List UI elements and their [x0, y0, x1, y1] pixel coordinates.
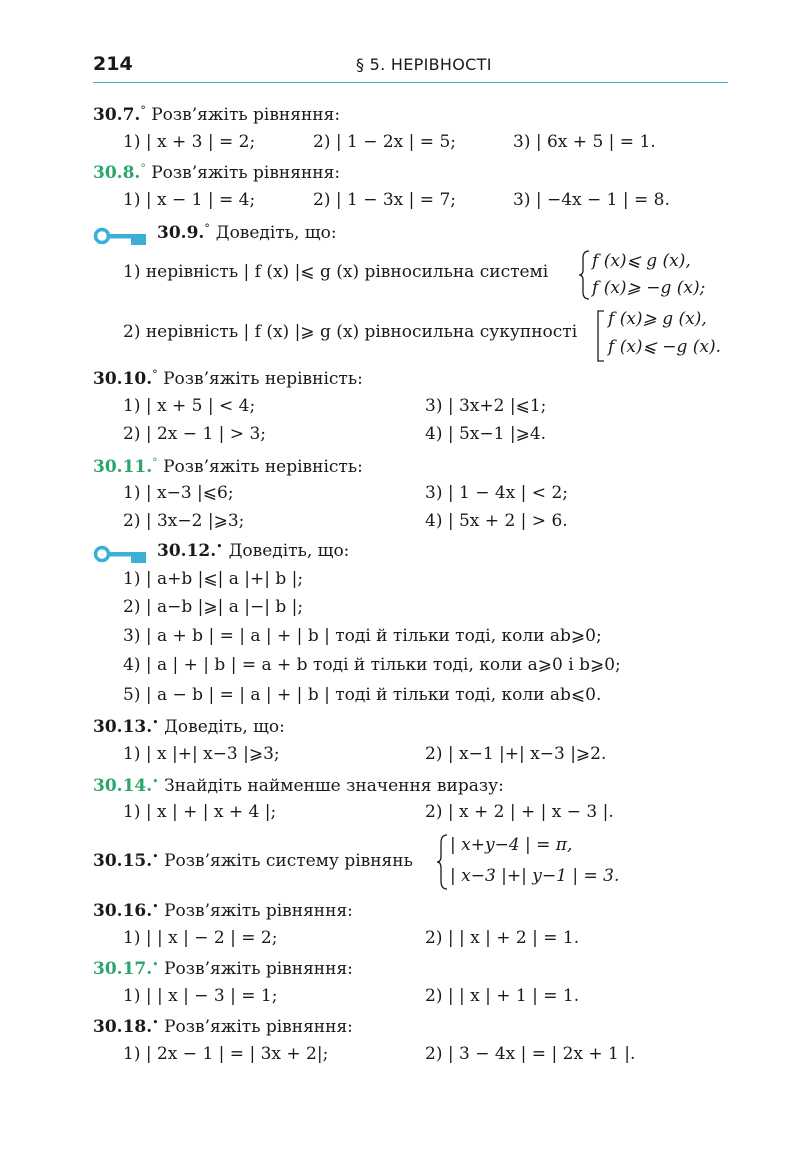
problem-30-14-heading: 30.14.• Знайдіть найменше значення виразу: — [93, 775, 504, 796]
system-line: | x+y−4 | = π, — [450, 835, 573, 855]
system-line: f (x)⩾ −g (x); — [592, 278, 706, 298]
system-brace — [578, 250, 592, 300]
problem-number: 30.11. — [93, 457, 153, 477]
list-item: 2) | 1 − 2x | = 5; — [313, 132, 456, 152]
list-item: 4) | 5x−1 |⩾4. — [425, 424, 547, 444]
list-item: 1) | x | + | x + 4 |; — [123, 802, 277, 822]
page-number: 214 — [93, 53, 133, 75]
problem-30-17-items — [123, 986, 579, 1006]
list-item: 2) | a−b |⩾| a |−| b |; — [123, 597, 304, 617]
list-item: 1) | x + 5 | < 4; — [123, 396, 256, 416]
problem-30-10-heading: 30.10.° Розв’яжіть нерівність: — [93, 368, 363, 389]
problem-30-8-heading: 30.8.° Розв’яжіть рівняння: — [93, 162, 341, 183]
list-item: 4) | a | + | b | = a + b тоді й тільки тоді, коли a⩾0 і b⩾0; — [123, 655, 621, 675]
list-item: 1) | | x | − 3 | = 1; — [123, 986, 278, 1006]
problem-text: Розв’яжіть рівняння: — [151, 163, 341, 183]
problem-text: Розв’яжіть рівняння: — [164, 1017, 353, 1037]
problem-number: 30.18. — [93, 1017, 153, 1037]
list-item: 3) | −4x − 1 | = 8. — [513, 190, 670, 210]
section-title: § 5. НЕРІВНОСТІ — [356, 55, 492, 74]
system-line: | x−3 |+| y−1 | = 3. — [450, 866, 620, 886]
list-item: 2) | x + 2 | + | x − 3 |. — [425, 802, 614, 822]
list-item: 3) | 3x+2 |⩽1; — [425, 396, 547, 416]
list-item: 2) | | x | + 2 | = 1. — [425, 928, 580, 948]
problem-30-9-heading: 30.9.° Доведіть, що: — [93, 222, 593, 246]
list-item: 1) | x + 3 | = 2; — [123, 132, 256, 152]
list-item: 4) | 5x + 2 | > 6. — [425, 511, 568, 531]
list-item: 2) | | x | + 1 | = 1. — [425, 986, 580, 1006]
system-brace — [436, 834, 450, 890]
problem-number: 30.17. — [93, 959, 153, 979]
problem-text: Розв’яжіть рівняння: — [164, 901, 353, 921]
list-item: 1) | x − 1 | = 4; — [123, 190, 256, 210]
problem-30-9-item-1: 1) нерівність | f (x) |⩽ g (x) рівносильна системі — [123, 262, 549, 282]
problem-30-7-heading: 30.7.° Розв’яжіть рівняння: — [93, 104, 341, 125]
list-item: 1) | a+b |⩽| a |+| b |; — [123, 569, 304, 589]
problem-text: Розв’яжіть систему рівнянь — [164, 851, 413, 871]
problem-30-9-item-2: 2) нерівність | f (x) |⩾ g (x) рівносильна сукупності — [123, 322, 578, 342]
problem-30-12-heading: 30.12.• Доведіть, що: — [93, 540, 593, 564]
problem-text: Розв’яжіть нерівність: — [163, 369, 363, 389]
key-icon — [93, 545, 149, 563]
problem-30-17-heading: 30.17.• Розв’яжіть рівняння: — [93, 958, 353, 979]
problem-30-16-heading: 30.16.• Розв’яжіть рівняння: — [93, 900, 353, 921]
problem-text: Розв’яжіть рівняння: — [151, 105, 341, 125]
problem-text: Доведіть, що: — [228, 541, 350, 561]
list-item: 1) | x−3 |⩽6; — [123, 483, 234, 503]
key-icon — [93, 227, 149, 245]
list-item: 1) | | x | − 2 | = 2; — [123, 928, 278, 948]
problem-30-13-items — [123, 744, 606, 764]
problem-30-10-row-2 — [123, 424, 546, 444]
problem-number: 30.8. — [93, 163, 141, 183]
problem-text: Розв’яжіть рівняння: — [164, 959, 353, 979]
list-item: 2) | 1 − 3x | = 7; — [313, 190, 456, 210]
problem-number: 30.10. — [93, 369, 153, 389]
problem-number: 30.12. — [157, 541, 217, 561]
problem-text: Розв’яжіть нерівність: — [163, 457, 363, 477]
problem-30-18-items — [123, 1044, 635, 1064]
problem-30-11-row-2 — [123, 511, 568, 531]
problem-text: Доведіть, що: — [164, 717, 285, 737]
problem-text: Доведіть, що: — [215, 223, 337, 243]
problem-number: 30.14. — [93, 776, 153, 796]
problem-30-18-heading: 30.18.• Розв’яжіть рівняння: — [93, 1016, 353, 1037]
set-line: f (x)⩾ g (x), — [608, 309, 707, 329]
set-bracket — [596, 310, 606, 362]
problem-30-11-row-1 — [123, 483, 568, 503]
problem-30-10-row-1 — [123, 396, 546, 416]
list-item: 1) | x |+| x−3 |⩾3; — [123, 744, 280, 764]
problem-30-14-items — [123, 802, 614, 822]
problem-30-8-items — [123, 190, 670, 210]
header-divider — [93, 82, 728, 83]
problem-number: 30.7. — [93, 105, 141, 125]
list-item: 2) | 2x − 1 | > 3; — [123, 424, 266, 444]
list-item: 3) | 6x + 5 | = 1. — [513, 132, 656, 152]
list-item: 2) | 3x−2 |⩾3; — [123, 511, 245, 531]
problem-30-11-heading: 30.11.° Розв’яжіть нерівність: — [93, 456, 363, 477]
problem-number: 30.16. — [93, 901, 153, 921]
list-item: 3) | a + b | = | a | + | b | тоді й тільки тоді, коли ab⩾0; — [123, 626, 602, 646]
list-item: 1) | 2x − 1 | = | 3x + 2|; — [123, 1044, 329, 1064]
problem-number: 30.9. — [157, 223, 205, 243]
problem-number: 30.15. — [93, 851, 153, 871]
list-item: 5) | a − b | = | a | + | b | тоді й тільки тоді, коли ab⩽0. — [123, 685, 602, 705]
list-item: 2) | 3 − 4x | = | 2x + 1 |. — [425, 1044, 636, 1064]
problem-number: 30.13. — [93, 717, 153, 737]
system-line: f (x)⩽ g (x), — [592, 251, 691, 271]
problem-30-13-heading: 30.13.• Доведіть, що: — [93, 716, 285, 737]
problem-30-16-items — [123, 928, 579, 948]
problem-30-15-heading: 30.15.• Розв’яжіть систему рівнянь — [93, 850, 413, 871]
list-item: 2) | x−1 |+| x−3 |⩾2. — [425, 744, 607, 764]
set-line: f (x)⩽ −g (x). — [608, 337, 721, 357]
problem-text: Знайдіть найменше значення виразу: — [164, 776, 504, 796]
list-item: 3) | 1 − 4x | < 2; — [425, 483, 568, 503]
problem-30-7-items — [123, 132, 656, 152]
